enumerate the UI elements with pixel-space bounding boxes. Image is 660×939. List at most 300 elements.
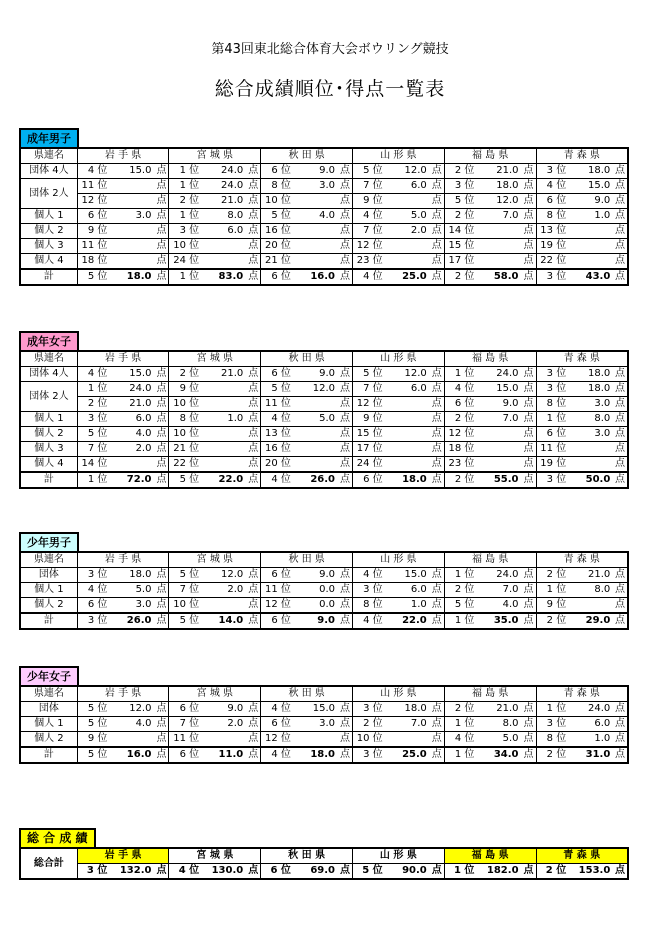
row-label: 団体 4人 [20,367,77,382]
rank-cell: 3 位 [77,412,109,427]
score-cell: 7.0 [476,412,520,427]
rank-cell: 6 位 [77,209,109,224]
rank-cell: 2 位 [536,864,568,880]
rank-cell: 1 位 [444,613,476,629]
score-cell [476,457,520,473]
row-label: 個人 2 [20,427,77,442]
total-row [20,747,628,763]
points-unit: 点 [245,382,261,397]
rank-cell: 4 位 [353,613,385,629]
rank-cell: 5 位 [169,568,201,583]
points-unit: 点 [337,254,353,270]
rank-cell: 1 位 [536,583,568,598]
points-unit: 点 [521,472,537,488]
table-row [20,427,628,442]
category-label: 少年男子 [19,532,79,551]
table-row [20,568,628,583]
score-cell: 12.0 [476,194,520,209]
rank-cell: 1 位 [444,367,476,382]
rank-cell: 14 位 [77,457,109,473]
points-unit: 点 [429,747,445,763]
score-cell: 21.0 [201,194,245,209]
score-cell: 21.0 [109,397,153,412]
rank-cell: 1 位 [444,864,476,880]
rank-cell: 4 位 [261,472,293,488]
rank-cell: 3 位 [353,747,385,763]
points-unit: 点 [245,269,261,285]
score-cell [109,254,153,270]
score-cell: 22.0 [385,613,429,629]
total-row [20,269,628,285]
score-cell [109,179,153,194]
rank-cell: 2 位 [444,472,476,488]
score-cell: 21.0 [476,164,520,179]
points-unit: 点 [153,702,169,717]
points-unit: 点 [153,732,169,748]
points-unit: 点 [153,179,169,194]
rank-cell: 3 位 [77,864,109,880]
score-cell: 5.0 [476,732,520,748]
score-cell: 9.0 [476,397,520,412]
points-unit: 点 [153,367,169,382]
points-unit: 点 [612,864,628,880]
points-unit: 点 [245,717,261,732]
points-unit: 点 [429,367,445,382]
points-unit: 点 [337,568,353,583]
rank-cell: 2 位 [444,269,476,285]
table-row [20,732,628,748]
score-cell: 18.0 [109,269,153,285]
section-youth-girls [19,665,631,764]
points-unit: 点 [521,164,537,179]
score-cell: 25.0 [385,747,429,763]
table-row [20,179,628,194]
points-unit: 点 [429,702,445,717]
score-cell: 18.0 [109,568,153,583]
score-cell [385,194,429,209]
prefecture-header: 山 形 県 [353,848,445,864]
row-label: 個人 3 [20,239,77,254]
points-unit: 点 [612,224,628,239]
header-row [20,148,628,164]
prefecture-header: 秋 田 県 [261,848,353,864]
points-unit: 点 [153,864,169,880]
score-cell: 29.0 [568,613,612,629]
rank-cell: 5 位 [444,598,476,614]
table-row [20,254,628,270]
points-unit: 点 [337,179,353,194]
score-cell: 22.0 [201,472,245,488]
points-unit: 点 [429,457,445,473]
points-unit: 点 [153,397,169,412]
rank-cell: 6 位 [169,702,201,717]
points-unit: 点 [521,382,537,397]
rank-cell: 6 位 [536,194,568,209]
score-cell: 9.0 [201,702,245,717]
prefecture-header: 青 森 県 [536,351,628,367]
points-unit: 点 [429,427,445,442]
score-cell [201,732,245,748]
points-unit: 点 [521,457,537,473]
points-unit: 点 [429,442,445,457]
prefecture-header: 福 島 県 [444,552,536,568]
rank-cell: 10 位 [169,598,201,614]
points-unit: 点 [153,472,169,488]
points-unit: 点 [612,598,628,614]
points-unit: 点 [245,472,261,488]
rank-cell: 6 位 [353,472,385,488]
prefecture-header: 福 島 県 [444,148,536,164]
rank-cell: 5 位 [77,702,109,717]
rank-cell: 11 位 [536,442,568,457]
points-unit: 点 [245,194,261,209]
score-cell: 4.0 [109,427,153,442]
score-cell: 8.0 [568,412,612,427]
score-cell: 12.0 [385,367,429,382]
row-label: 個人 2 [20,598,77,614]
points-unit: 点 [612,568,628,583]
score-cell [293,254,337,270]
prefecture-header: 岩 手 県 [77,351,169,367]
points-unit: 点 [521,864,537,880]
header-row [20,552,628,568]
rank-cell: 3 位 [77,613,109,629]
score-cell: 18.0 [385,472,429,488]
score-cell: 90.0 [385,864,429,880]
rank-cell: 1 位 [169,164,201,179]
score-cell [201,382,245,397]
score-cell [201,598,245,614]
points-unit: 点 [245,864,261,880]
rank-cell: 3 位 [536,717,568,732]
rank-cell: 4 位 [261,702,293,717]
rank-cell: 9 位 [353,194,385,209]
results-table [19,685,629,764]
rank-cell: 8 位 [169,412,201,427]
points-unit: 点 [153,568,169,583]
score-cell: 69.0 [293,864,337,880]
score-cell: 2.0 [201,717,245,732]
score-cell: 5.0 [293,412,337,427]
score-cell: 24.0 [476,568,520,583]
points-unit: 点 [153,583,169,598]
points-unit: 点 [337,194,353,209]
points-unit: 点 [429,613,445,629]
score-cell: 7.0 [385,717,429,732]
rank-cell: 10 位 [169,397,201,412]
score-cell: 24.0 [201,164,245,179]
score-cell: 7.0 [476,583,520,598]
points-unit: 点 [153,747,169,763]
rank-cell: 5 位 [261,209,293,224]
score-cell: 6.0 [109,412,153,427]
score-cell [568,224,612,239]
table-row [20,717,628,732]
rank-cell: 4 位 [77,583,109,598]
score-cell: 1.0 [201,412,245,427]
rank-cell: 1 位 [169,269,201,285]
points-unit: 点 [612,613,628,629]
category-label: 総 合 成 績 [19,828,96,847]
score-cell: 21.0 [476,702,520,717]
points-unit: 点 [245,442,261,457]
rank-cell: 12 位 [353,397,385,412]
rank-cell: 5 位 [77,747,109,763]
prefecture-header: 山 形 県 [353,351,445,367]
table-row [20,367,628,382]
rank-cell: 7 位 [353,224,385,239]
points-unit: 点 [429,412,445,427]
rank-cell: 7 位 [77,442,109,457]
score-cell: 2.0 [385,224,429,239]
prefecture-header: 秋 田 県 [261,148,353,164]
points-unit: 点 [245,583,261,598]
rank-cell: 11 位 [77,179,109,194]
rank-cell: 3 位 [536,367,568,382]
score-cell [293,239,337,254]
score-cell: 9.0 [568,194,612,209]
prefecture-header: 岩 手 県 [77,148,169,164]
rank-cell: 3 位 [444,179,476,194]
points-unit: 点 [429,397,445,412]
score-cell [293,442,337,457]
points-unit: 点 [429,269,445,285]
prefecture-header: 青 森 県 [536,848,628,864]
points-unit: 点 [521,239,537,254]
score-cell: 24.0 [109,382,153,397]
score-cell [568,598,612,614]
score-cell [385,442,429,457]
rank-cell: 1 位 [77,382,109,397]
prefecture-header: 宮 城 県 [169,552,261,568]
row-label: 個人 1 [20,209,77,224]
table-row [20,598,628,614]
rank-cell: 1 位 [77,472,109,488]
row-label: 個人 1 [20,412,77,427]
points-unit: 点 [245,179,261,194]
table-row [20,239,628,254]
score-cell: 12.0 [293,382,337,397]
header-row [20,686,628,702]
score-cell [201,397,245,412]
prefecture-header: 青 森 県 [536,552,628,568]
rank-cell: 5 位 [353,367,385,382]
rank-cell: 21 位 [261,254,293,270]
points-unit: 点 [429,164,445,179]
rank-cell: 3 位 [353,702,385,717]
score-cell [385,239,429,254]
points-unit: 点 [337,412,353,427]
rank-cell: 2 位 [444,583,476,598]
score-cell: 25.0 [385,269,429,285]
score-cell: 24.0 [568,702,612,717]
table-row [20,412,628,427]
points-unit: 点 [612,164,628,179]
category-label: 少年女子 [19,666,79,685]
score-cell: 1.0 [568,732,612,748]
points-unit: 点 [337,598,353,614]
score-cell: 18.0 [293,747,337,763]
rank-cell: 17 位 [353,442,385,457]
score-cell: 8.0 [201,209,245,224]
score-cell: 6.0 [385,583,429,598]
points-unit: 点 [612,194,628,209]
prefecture-header: 山 形 県 [353,148,445,164]
score-cell: 7.0 [476,209,520,224]
rank-cell: 15 位 [444,239,476,254]
rank-cell: 4 位 [261,747,293,763]
rank-cell: 9 位 [536,598,568,614]
points-unit: 点 [337,472,353,488]
row-label: 個人 1 [20,583,77,598]
points-unit: 点 [245,613,261,629]
score-cell: 15.0 [568,179,612,194]
score-cell [109,194,153,209]
points-unit: 点 [521,568,537,583]
rank-cell: 7 位 [353,382,385,397]
points-unit: 点 [245,209,261,224]
rank-cell: 4 位 [261,412,293,427]
rank-cell: 9 位 [169,382,201,397]
score-cell: 5.0 [385,209,429,224]
rank-cell: 2 位 [169,367,201,382]
score-cell [568,442,612,457]
rank-cell: 2 位 [536,568,568,583]
header-label: 県連名 [20,148,77,164]
rank-cell: 9 位 [353,412,385,427]
prefecture-header: 宮 城 県 [169,848,261,864]
prefecture-header: 岩 手 県 [77,686,169,702]
header-row [20,351,628,367]
rank-cell: 1 位 [444,747,476,763]
score-cell: 83.0 [201,269,245,285]
points-unit: 点 [245,239,261,254]
points-unit: 点 [429,583,445,598]
score-cell: 15.0 [293,702,337,717]
rank-cell: 6 位 [261,269,293,285]
score-cell: 31.0 [568,747,612,763]
row-label: 団体 [20,702,77,717]
points-unit: 点 [245,397,261,412]
score-cell [201,254,245,270]
prefecture-header: 岩 手 県 [77,848,169,864]
score-cell: 182.0 [476,864,520,880]
total-label: 計 [20,472,77,488]
score-cell: 8.0 [568,583,612,598]
rank-cell: 1 位 [444,568,476,583]
score-cell: 12.0 [109,702,153,717]
score-cell: 3.0 [293,717,337,732]
score-cell: 15.0 [385,568,429,583]
total-label: 計 [20,613,77,629]
prefecture-header: 山 形 県 [353,552,445,568]
rank-cell: 6 位 [261,717,293,732]
points-unit: 点 [245,367,261,382]
score-cell: 18.0 [568,367,612,382]
points-unit: 点 [429,194,445,209]
rank-cell: 12 位 [353,239,385,254]
score-cell: 1.0 [568,209,612,224]
score-cell [568,254,612,270]
rank-cell: 4 位 [444,732,476,748]
points-unit: 点 [153,239,169,254]
points-unit: 点 [521,583,537,598]
results-table [19,350,629,489]
rank-cell: 22 位 [169,457,201,473]
score-cell [201,457,245,473]
score-cell: 55.0 [476,472,520,488]
score-cell [385,427,429,442]
score-cell [385,732,429,748]
total-row [20,613,628,629]
score-cell: 1.0 [385,598,429,614]
score-cell: 18.0 [385,702,429,717]
row-label: 個人 4 [20,254,77,270]
points-unit: 点 [245,598,261,614]
points-unit: 点 [612,717,628,732]
score-cell: 6.0 [385,179,429,194]
rank-cell: 7 位 [169,583,201,598]
rank-cell: 6 位 [261,568,293,583]
points-unit: 点 [245,732,261,748]
rank-cell: 2 位 [536,613,568,629]
score-cell: 6.0 [201,224,245,239]
score-cell: 130.0 [201,864,245,880]
rank-cell: 2 位 [169,194,201,209]
points-unit: 点 [429,382,445,397]
score-cell [385,397,429,412]
score-cell: 18.0 [476,179,520,194]
rank-cell: 3 位 [77,568,109,583]
table-row [20,224,628,239]
score-cell [109,457,153,473]
rank-cell: 4 位 [169,864,201,880]
table-row [20,209,628,224]
points-unit: 点 [153,457,169,473]
row-label: 団体 4人 [20,164,77,179]
rank-cell: 8 位 [353,598,385,614]
points-unit: 点 [153,412,169,427]
rank-cell: 12 位 [444,427,476,442]
points-unit: 点 [337,732,353,748]
table-row [20,397,628,412]
points-unit: 点 [245,702,261,717]
total-row [20,864,628,880]
rank-cell: 5 位 [169,472,201,488]
score-cell: 3.0 [293,179,337,194]
points-unit: 点 [337,224,353,239]
rank-cell: 8 位 [536,732,568,748]
points-unit: 点 [337,442,353,457]
rank-cell: 19 位 [536,457,568,473]
score-cell [568,239,612,254]
rank-cell: 11 位 [261,397,293,412]
points-unit: 点 [521,412,537,427]
points-unit: 点 [612,269,628,285]
points-unit: 点 [153,598,169,614]
prefecture-header: 青 森 県 [536,148,628,164]
row-label: 総合計 [20,848,77,879]
points-unit: 点 [612,442,628,457]
points-unit: 点 [429,224,445,239]
score-cell [476,254,520,270]
points-unit: 点 [612,382,628,397]
rank-cell: 1 位 [169,179,201,194]
points-unit: 点 [521,194,537,209]
header-row [20,848,628,864]
rank-cell: 10 位 [169,427,201,442]
points-unit: 点 [429,864,445,880]
